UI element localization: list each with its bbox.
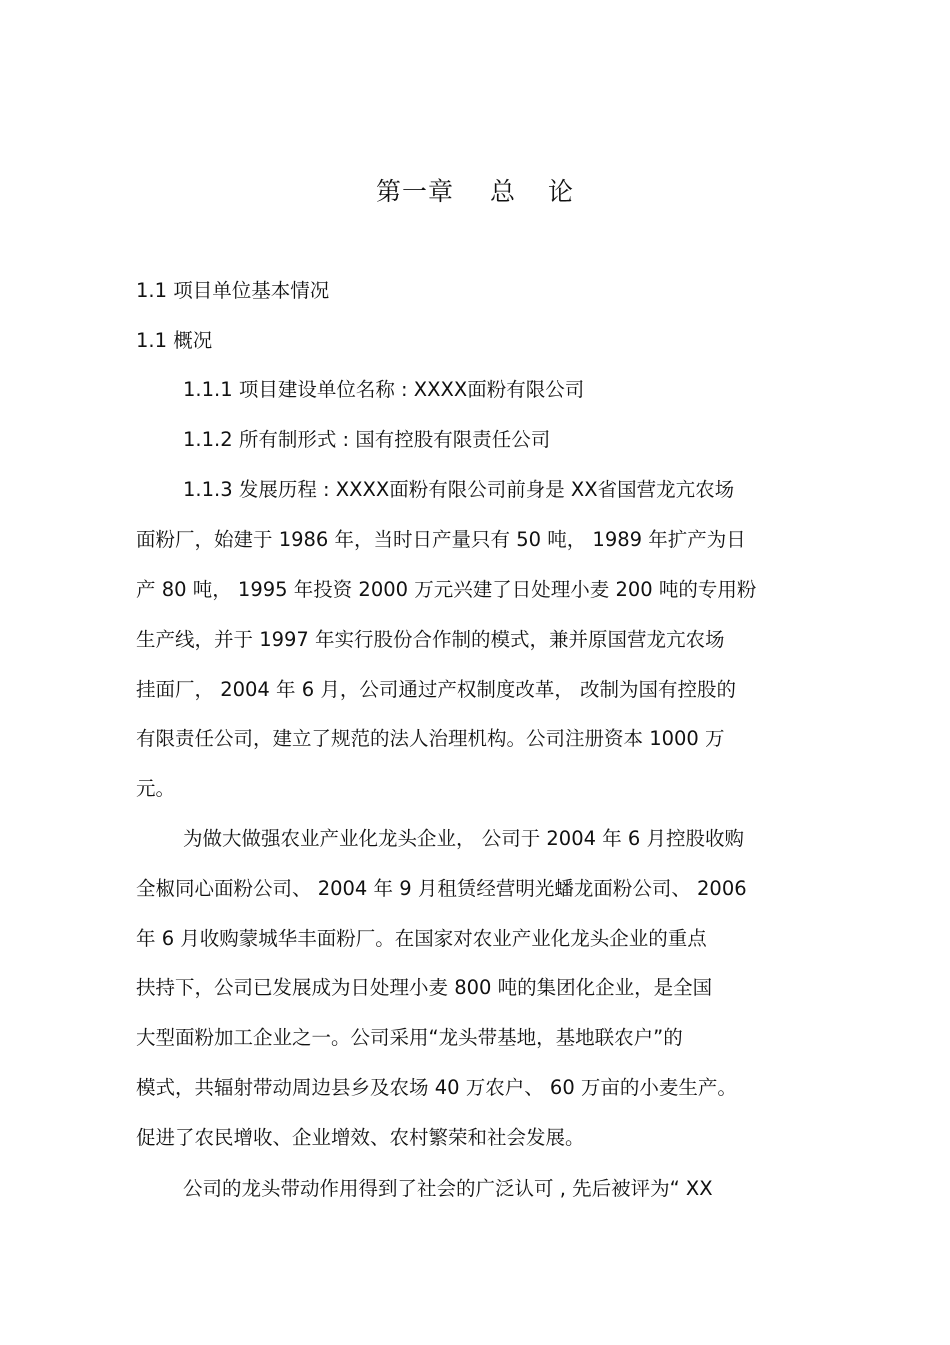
chapter-title: [0, 172, 950, 208]
chapter-title-part2: 总: [489, 177, 516, 206]
item-1-1-3: 1.1.3 发展历程 : XXXX面粉有限公司前身是 XX省国营龙亢农场: [183, 478, 735, 501]
paragraph-line: 面粉厂，始建于 1986 年，当时日产量只有 50 吨， 1989 年扩产为日: [136, 528, 746, 551]
paragraph-line: 挂面厂， 2004 年 6 月，公司通过产权制度改革， 改制为国有控股的: [136, 678, 737, 701]
paragraph-line: 大型面粉加工企业之一。公司采用“龙头带基地，基地联农户”的: [136, 1026, 683, 1049]
section-heading: 1.1 项目单位基本情况: [136, 279, 330, 302]
chapter-title-part1: 第一章: [375, 177, 454, 206]
paragraph-line: 产 80 吨， 1995 年投资 2000 万元兴建了日处理小麦 200 吨的专用粉: [136, 578, 757, 601]
paragraph-line: 扶持下，公司已发展成为日处理小麦 800 吨的集团化企业，是全国: [136, 976, 713, 999]
paragraph-line: 为做大做强农业产业化龙头企业， 公司于 2004 年 6 月控股收购: [183, 827, 745, 850]
paragraph-line: 促进了农民增收、企业增效、农村繁荣和社会发展。: [136, 1126, 585, 1149]
paragraph-line: 年 6 月收购蒙城华丰面粉厂。在国家对农业产业化龙头企业的重点: [136, 927, 707, 950]
paragraph-line: 全椒同心面粉公司、 2004 年 9 月租赁经营明光蟠龙面粉公司、 2006: [136, 877, 747, 900]
paragraph-line: 模式，共辐射带动周边县乡及农场 40 万农户、 60 万亩的小麦生产。: [136, 1076, 737, 1099]
subsection-heading: 1.1 概况: [136, 329, 213, 352]
item-1-1-1: 1.1.1 项目建设单位名称 : XXXX面粉有限公司: [183, 378, 585, 401]
paragraph-line: 有限责任公司，建立了规范的法人治理机构。公司注册资本 1000 万: [136, 727, 725, 750]
paragraph-line: 生产线，并于 1997 年实行股份合作制的模式，兼并原国营龙亢农场: [136, 628, 725, 651]
paragraph-line: 公司的龙头带动作用得到了社会的广泛认可 , 先后被评为“ XX: [183, 1177, 713, 1200]
chapter-title-part3: 论: [548, 177, 575, 206]
paragraph-line: 元。: [136, 777, 176, 800]
item-1-1-2: 1.1.2 所有制形式 : 国有控股有限责任公司: [183, 428, 551, 451]
